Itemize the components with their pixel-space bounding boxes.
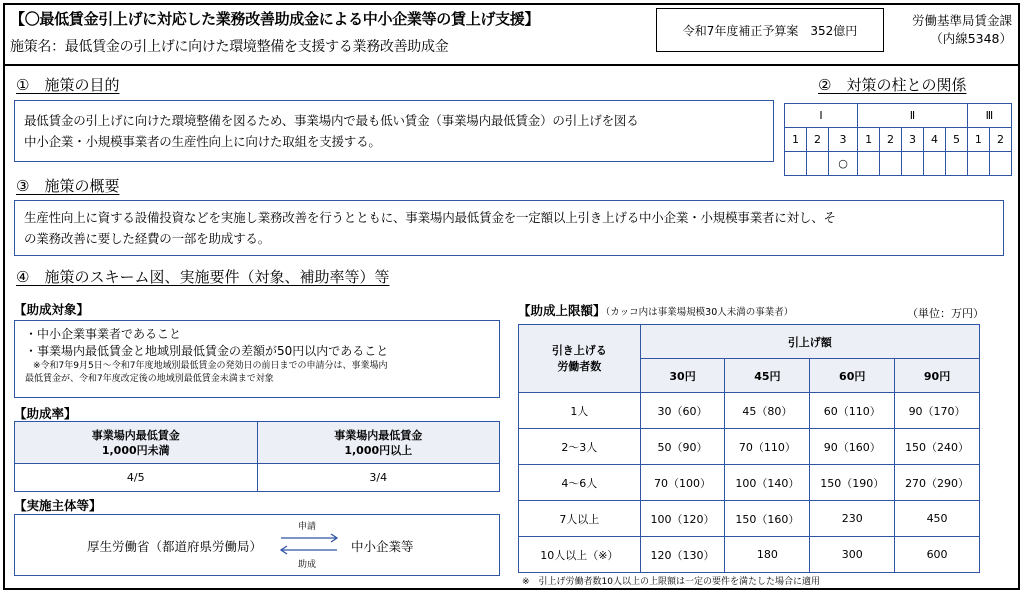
pillar-col: 1	[785, 128, 807, 152]
budget-text: 令和7年度補正予算案 352億円	[682, 23, 858, 38]
target-item-1: ・中小企業事業者であること	[25, 327, 182, 341]
section4-heading: ④ 施策のスキーム図、実施要件（対象、補助率等）等	[16, 268, 390, 286]
limit-row	[519, 501, 980, 537]
pillar-col: 2	[806, 128, 828, 152]
limit-row	[519, 537, 980, 573]
pillar-mark	[923, 152, 945, 176]
limit-cell: 450	[895, 501, 980, 537]
limit-heading-wrap	[518, 300, 793, 319]
pillar-mark	[967, 152, 989, 176]
limit-cell: 150（240）	[895, 429, 980, 465]
page-title: 【〇最低賃金引上げに対応した業務改善助成金による中小企業等の賃上げ支援】	[10, 10, 540, 28]
pillar-mark	[989, 152, 1011, 176]
pillar-col: 3	[828, 128, 857, 152]
rate-header-high	[257, 422, 500, 464]
limit-row	[519, 429, 980, 465]
pillar-mark	[806, 152, 828, 176]
limit-col-header: 30円	[640, 359, 725, 393]
section1-line2: 中小企業・小規模事業者の生産性向上に向けた取組を支援する。	[24, 134, 381, 149]
limit-cell: 600	[895, 537, 980, 573]
limit-col-header: 60円	[810, 359, 895, 393]
budget-box	[656, 8, 884, 52]
limit-cell: 270（290）	[895, 465, 980, 501]
section3-line2: の業務改善に要した経費の一部を助成する。	[24, 231, 271, 246]
rate-value-low: 4/5	[15, 464, 258, 492]
limit-heading-note: （カッコ内は事業場規模30人未満の事業者）	[605, 307, 794, 318]
limit-cell: 70（110）	[725, 429, 810, 465]
limit-group-header: 引上げ額	[640, 325, 979, 359]
limit-cell: 90（160）	[810, 429, 895, 465]
department	[890, 12, 1012, 48]
rate-header-low	[15, 422, 258, 464]
section3-line1: 生産性向上に資する設備投資などを実施し業務改善を行うとともに、事業場内最低賃金を一定額以上引き上げる中小企業・小規模事業者に対し、そ	[24, 210, 836, 225]
limit-row-label: 7人以上	[519, 501, 641, 537]
pillar-mark: ○	[828, 152, 857, 176]
limit-cell: 120（130）	[640, 537, 725, 573]
pillar-col: 2	[989, 128, 1011, 152]
rate-heading: 【助成率】	[14, 406, 77, 421]
pillar-mark	[858, 152, 880, 176]
exchange-arrows-icon	[277, 532, 341, 556]
target-heading: 【助成対象】	[14, 302, 90, 317]
limit-cell: 300	[810, 537, 895, 573]
limit-cell: 60（110）	[810, 393, 895, 429]
section3-box	[14, 200, 1004, 256]
rate-header-high-line2: 1,000円以上	[344, 443, 413, 457]
department-name: 労働基準局賃金課	[911, 13, 1012, 28]
pillar-col: 3	[902, 128, 924, 152]
rate-value-high: 3/4	[257, 464, 500, 492]
section1-heading: ① 施策の目的	[16, 76, 120, 94]
rate-header-low-line1: 事業場内最低賃金	[91, 428, 180, 442]
rate-table	[14, 421, 500, 492]
limit-unit: （単位：万円）	[907, 307, 984, 320]
limit-row-label: 2～3人	[519, 429, 641, 465]
limit-table	[518, 324, 980, 573]
section3-heading: ③ 施策の概要	[16, 177, 120, 195]
limit-col-header: 90円	[895, 359, 980, 393]
limit-row	[519, 465, 980, 501]
limit-row-label: 10人以上（※）	[519, 537, 641, 573]
actor-arrow-grant-label: 助成	[298, 560, 317, 570]
limit-cell: 30（60）	[640, 393, 725, 429]
pillar-col: 2	[880, 128, 902, 152]
department-extension: （内線5348）	[930, 31, 1012, 46]
actor-box	[14, 514, 500, 576]
limit-row-header-line1: 引き上げる	[551, 343, 607, 357]
rate-header-row	[15, 422, 500, 464]
limit-row	[519, 393, 980, 429]
actor-smes: 中小企業等	[351, 539, 414, 554]
rate-header-low-line2: 1,000円未満	[101, 443, 170, 457]
pillar-group-3: Ⅲ	[967, 104, 1011, 128]
limit-cell: 90（170）	[895, 393, 980, 429]
section1-box	[14, 100, 774, 162]
limit-footnote: ※ 引上げ労働者数10人以上の上限額は一定の要件を満たした場合に適用	[522, 577, 820, 587]
limit-cell: 150（160）	[725, 501, 810, 537]
limit-col-header: 45円	[725, 359, 810, 393]
actor-ministry: 厚生労働省（都道府県労働局）	[87, 539, 263, 554]
target-item-2: ・事業場内最低賃金と地域別最低賃金の差額が50円以内であること	[25, 344, 389, 358]
limit-row-header	[519, 325, 641, 393]
pillar-col: 1	[858, 128, 880, 152]
actor-heading: 【実施主体等】	[14, 498, 102, 513]
pillar-table	[784, 103, 1012, 176]
limit-cell: 70（100）	[640, 465, 725, 501]
limit-cell: 100（120）	[640, 501, 725, 537]
pillar-group-1: Ⅰ	[785, 104, 858, 128]
header-divider	[5, 64, 1018, 66]
pillar-mark	[945, 152, 967, 176]
pillar-mark	[902, 152, 924, 176]
limit-cell: 45（80）	[725, 393, 810, 429]
section2-heading: ② 対策の柱との関係	[818, 76, 967, 94]
pillar-mark	[785, 152, 807, 176]
pillar-group-row	[785, 104, 1012, 128]
rate-table-wrap	[14, 421, 500, 492]
pillar-mark-row	[785, 152, 1012, 176]
target-box	[14, 320, 500, 398]
limit-row-header-line2: 労働者数	[557, 359, 602, 373]
pillar-col: 4	[923, 128, 945, 152]
pillar-group-2: Ⅱ	[858, 104, 968, 128]
limit-heading: 【助成上限額】	[518, 303, 606, 318]
pillar-mark	[880, 152, 902, 176]
pillar-col: 1	[967, 128, 989, 152]
limit-header-row-1	[519, 325, 980, 359]
pillar-number-row	[785, 128, 1012, 152]
policy-name: 施策名：最低賃金の引上げに向けた環境整備を支援する業務改善助成金	[10, 39, 449, 55]
limit-cell: 50（90）	[640, 429, 725, 465]
limit-row-label: 4～6人	[519, 465, 641, 501]
rate-header-high-line1: 事業場内最低賃金	[334, 428, 423, 442]
pillar-col: 5	[945, 128, 967, 152]
target-note-2: 最低賃金が、令和7年度改定後の地域別最低賃金未満まで対象	[25, 374, 274, 384]
rate-value-row	[15, 464, 500, 492]
limit-cell: 100（140）	[725, 465, 810, 501]
limit-cell: 180	[725, 537, 810, 573]
actor-arrow-apply-label: 申請	[298, 522, 317, 532]
limit-cell: 230	[810, 501, 895, 537]
limit-row-label: 1人	[519, 393, 641, 429]
target-note-1: ※令和7年9月5日～令和7年度地域別最低賃金の発効日の前日までの申請分は、事業場内	[33, 361, 388, 371]
section1-line1: 最低賃金の引上げに向けた環境整備を図るため、事業場内で最も低い賃金（事業場内最低賃金）の引上げを図る	[24, 113, 639, 128]
limit-cell: 150（190）	[810, 465, 895, 501]
